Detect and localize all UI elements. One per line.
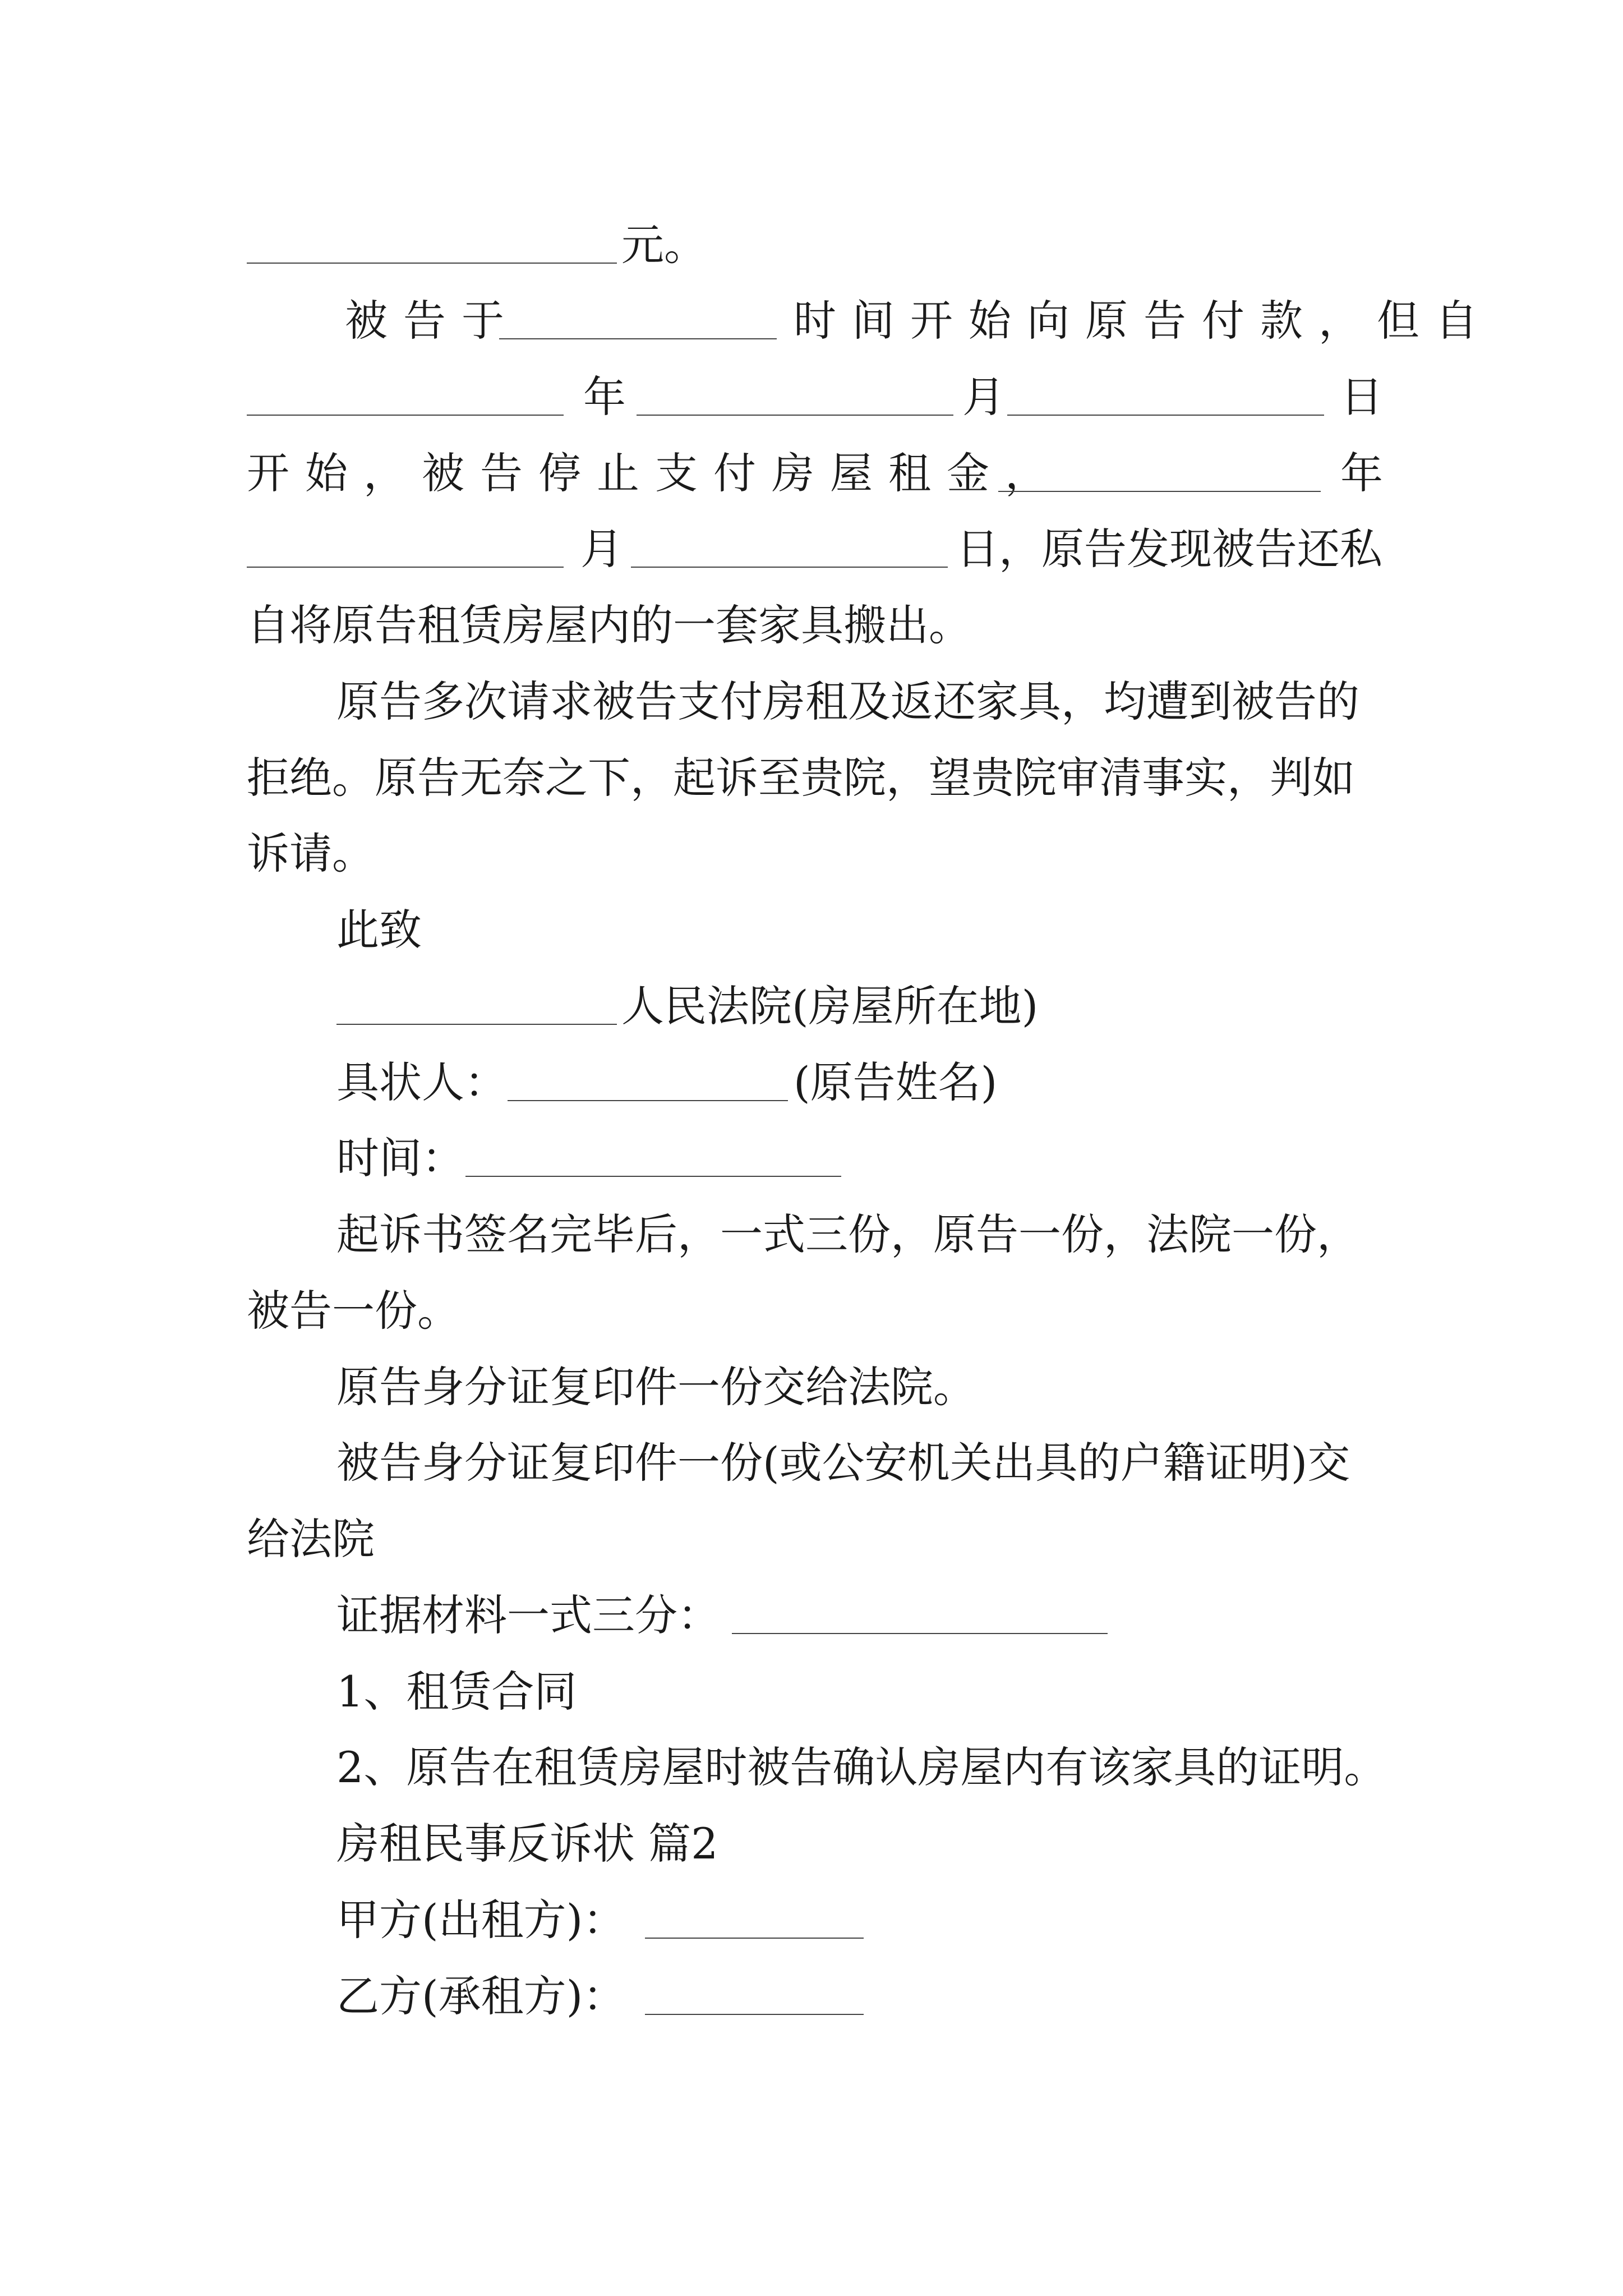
text: 证据材料一式三分：: [336, 1590, 720, 1640]
paragraph-line: [0, 742, 1623, 815]
text: 诉请。: [247, 829, 375, 878]
paragraph-line: [0, 589, 1623, 662]
text: 给法院: [247, 1514, 375, 1564]
text: 被告一份。: [247, 1286, 460, 1336]
paragraph-line: [0, 1960, 1623, 2033]
paragraph-line: [0, 1807, 1623, 1880]
fill-blank: [499, 338, 777, 339]
fill-blank: [247, 415, 564, 416]
section-heading: 房租民事反诉状 篇2: [336, 1819, 718, 1869]
paragraph-line: [0, 284, 1623, 357]
text: 日: [1340, 372, 1383, 422]
fill-blank: [1007, 415, 1324, 416]
paragraph-line: [0, 1274, 1623, 1347]
text: 原告身分证复印件一份交给法院。: [336, 1362, 976, 1412]
paragraph-line: [0, 1198, 1623, 1271]
fill-blank: [645, 2014, 864, 2015]
paragraph-line: [0, 1427, 1623, 1499]
text: 人民法院(房屋所在地): [621, 981, 1039, 1031]
text: 起诉书签名完毕后，一式三份，原告一份，法院一份，: [336, 1209, 1359, 1259]
text: (原告姓名): [794, 1057, 998, 1107]
text: 1、租赁合同: [336, 1667, 577, 1717]
text: 年: [583, 372, 626, 422]
text: 乙方(承租方)：: [336, 1971, 626, 2021]
paragraph-line: [0, 970, 1623, 1043]
text: 2、原告在租赁房屋时被告确认房屋内有该家具的证明。: [336, 1742, 1387, 1792]
text: 被告身分证复印件一份(或公安机关出具的户籍证明)交: [336, 1438, 1350, 1488]
fill-blank: [732, 1633, 1108, 1634]
paragraph-line: [0, 1731, 1623, 1804]
paragraph-line: [0, 1122, 1623, 1195]
text: 原告多次请求被告支付房租及返还家具，均遭到被告的: [336, 677, 1359, 726]
fill-blank: [645, 1938, 864, 1939]
paragraph-line: [0, 361, 1623, 434]
paragraph-line: [0, 665, 1623, 738]
text: 月: [962, 372, 1005, 422]
paragraph-line: [0, 1503, 1623, 1576]
paragraph-line: [0, 209, 1623, 282]
fill-blank: [508, 1100, 788, 1101]
paragraph-line: [0, 1046, 1623, 1119]
fill-blank: [247, 263, 617, 264]
text: 拒绝。原告无奈之下，起诉至贵院，望贵院审清事实，判如: [247, 753, 1355, 803]
paragraph-line: [0, 1655, 1623, 1728]
text: 时间开始向原告付款，但自: [794, 296, 1493, 346]
fill-blank: [336, 1024, 617, 1025]
text: 具状人：: [336, 1057, 507, 1107]
fill-blank: [631, 567, 948, 568]
paragraph-line: [0, 817, 1623, 890]
paragraph-line: [0, 894, 1623, 967]
text: 年: [1340, 448, 1383, 498]
text: 甲方(出租方)：: [336, 1895, 626, 1945]
fill-blank: [465, 1176, 841, 1177]
text: 元。: [621, 220, 707, 270]
text: 自将原告租赁房屋内的一套家具搬出。: [247, 600, 971, 650]
fill-blank: [637, 415, 953, 416]
text: 时间：: [336, 1133, 464, 1183]
text: 开始，被告停止支付房屋租金，: [247, 448, 1063, 498]
fill-blank: [998, 491, 1321, 492]
text: 此致: [336, 905, 422, 955]
paragraph-line: [0, 1579, 1623, 1652]
text: 月: [580, 524, 623, 574]
paragraph-line: [0, 513, 1623, 586]
paragraph-line: [0, 437, 1623, 510]
paragraph-line: [0, 1351, 1623, 1424]
paragraph-line: [0, 1884, 1623, 1957]
text: 被告于: [345, 296, 520, 346]
text: 日，原告发现被告还私: [956, 524, 1382, 574]
fill-blank: [247, 567, 564, 568]
